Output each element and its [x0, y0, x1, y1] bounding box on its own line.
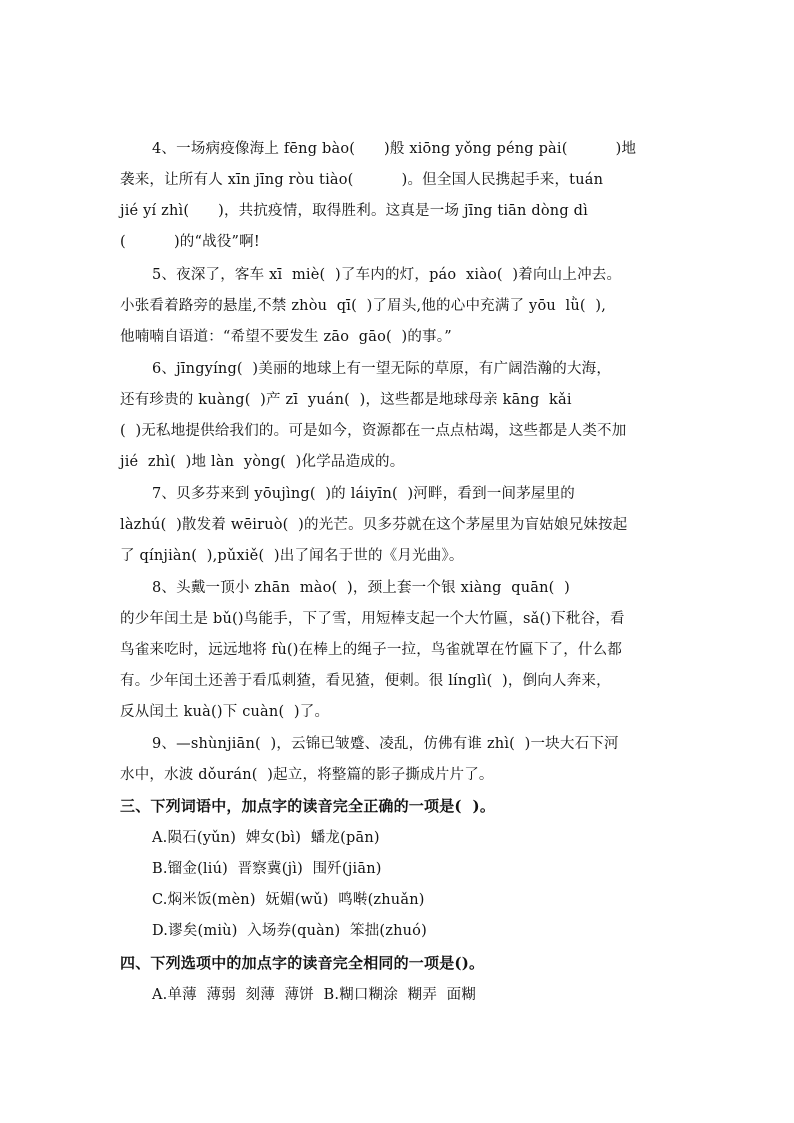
text-line: 9、—shùnjiān( )，云锦已皱蹙、凌乱，仿佛有谁 zhì( )一块大石下河: [152, 736, 619, 752]
text-line: 5、夜深了，客车 xī miè( )了车内的灯，páo xiào( )着向山上冲去。: [152, 267, 622, 283]
text-line: 有。少年闰土还善于看瓜刺猹，看见猹，便刺。很 línglì( )，倒向人奔来，: [120, 673, 611, 689]
text-line: D.谬矣(miù) 入场券(quàn) 笨拙(zhuó): [152, 923, 427, 939]
text-line: jié yí zhì( )，共抗疫情，取得胜利。这真是一场 jīng tiān dòng dì: [120, 203, 588, 219]
text-line: làzhú( )散发着 wēiruò( )的光芒。贝多芬就在这个茅屋里为盲姑娘兄妹按起: [120, 517, 628, 533]
text-line: 的少年闰土是 bǔ()鸟能手，下了雪，用短棒支起一个大竹匾，sǎ()下秕谷，看: [120, 611, 625, 627]
text-line: 了 qínjiàn( ),pǔxiě( )出了闻名于世的《月光曲》。: [120, 548, 464, 564]
text-line: B.镏金(liú) 晋察冀(jì) 围歼(jiān): [152, 861, 382, 877]
text-line: 他喃喃自语道：“希望不要发生 zāo gāo( )的事。”: [120, 329, 452, 345]
text-line: 4、一场病疫像海上 fēng bào( )般 xiōng yǒng péng pài( )地: [152, 141, 637, 157]
text-line: jié zhì( )地 làn yòng( )化学品造成的。: [120, 454, 405, 470]
text-line: A.单薄 薄弱 刻薄 薄饼 B.糊口糊涂 糊弄 面糊: [152, 987, 477, 1003]
text-line: 7、贝多芬来到 yōujìng( )的 láiyīn( )河畔，看到一间茅屋里的: [152, 486, 576, 502]
text-line: 8、头戴一顶小 zhān mào( )，颈上套一个银 xiàng quān( ): [152, 580, 571, 596]
text-line: 水中，水波 dǒurán( )起立，将整篇的影子撕成片片了。: [120, 767, 494, 783]
text-line: 还有珍贵的 kuàng( )产 zī yuán( )，这些都是地球母亲 kāng kǎi: [120, 392, 572, 408]
text-line: ( )无私地提供给我们的。可是如今，资源都在一点点枯竭，这些都是人类不加: [120, 423, 627, 439]
text-line: 袭来，让所有人 xīn jīng ròu tiào( )。但全国人民携起手来，tuán: [120, 172, 604, 188]
text-line: A.陨石(yǔn) 婢女(bì) 蟠龙(pān): [152, 830, 380, 846]
section-heading: 四、下列选项中的加点字的读音完全相同的一项是()。: [120, 954, 485, 972]
text-line: ( )的“战役”啊!: [120, 234, 260, 250]
text-line: 小张看着路旁的悬崖,不禁 zhòu qī( )了眉头,他的心中充满了 yōu lǜ( ),: [120, 298, 607, 314]
text-line: 6、jīngyíng( )美丽的地球上有一望无际的草原，有广阔浩瀚的大海，: [152, 361, 612, 377]
section-heading: 三、下列词语中，加点字的读音完全正确的一项是( )。: [120, 797, 496, 815]
text-line: 反从闰土 kuà()下 cuàn( )了。: [120, 704, 330, 720]
text-line: 鸟雀来吃时，远远地将 fù()在棒上的绳子一拉，鸟雀就罩在竹匾下了，什么都: [120, 642, 623, 658]
text-line: C.焖米饭(mèn) 妩媚(wǔ) 鸣啭(zhuǎn): [152, 892, 425, 908]
